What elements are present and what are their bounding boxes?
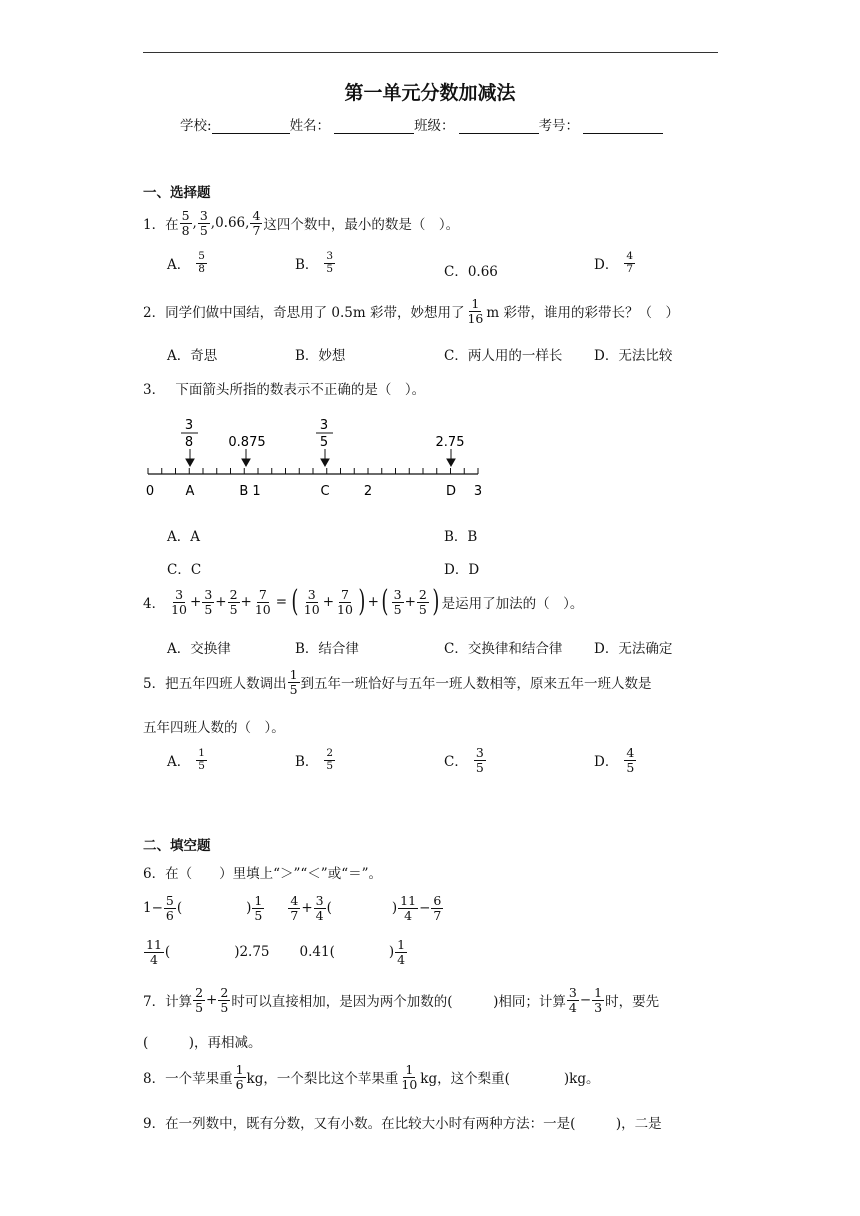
q1-sep: , [192,215,197,232]
tick-label-c: C [320,484,330,499]
page-title: 第一单元分数加减法 [344,82,516,104]
q2-fraction: $\frac{1}{16}$ [467,296,484,326]
q1-number: 1． [143,217,166,234]
q7-line-2: ( )，再相减。 [143,1035,262,1051]
question-9 [143,1112,662,1132]
arrow-c [321,459,329,466]
q2-option-b[interactable]: B．妙想 [295,348,346,364]
name-label: 姓名： [289,118,331,134]
question-5 [143,668,652,697]
q9-text: 在一列数中，既有分数，又有小数。在比较大小时有两种方法：一是( )，二是 [165,1116,662,1132]
q1-text-post: 这四个数中，最小的数是（ ）。 [263,217,460,234]
q4-option-b[interactable]: B．结合律 [295,641,359,657]
tick-label-b1: B 1 [239,484,261,499]
q7-number: 7． [143,994,166,1011]
label-a-numerator: 3 [184,418,194,433]
q1-option-b[interactable]: B． $\frac{3}{5}$ [295,250,334,275]
tick-label-a: A [185,484,195,499]
school-field[interactable] [212,119,290,134]
q3-text: 下面箭头所指的数表示不正确的是（ ）。 [175,382,426,398]
question-2 [143,297,679,326]
question-3 [143,378,425,398]
q3-option-b[interactable]: B．B [444,529,478,545]
q4-option-d[interactable]: D．无法确定 [594,641,673,657]
q3-option-c[interactable]: C．C [167,562,202,578]
q9-number: 9． [143,1116,166,1132]
label-a-denominator: 8 [184,435,194,450]
label-c-denominator: 5 [319,435,329,450]
section-fill-heading: 二、填空题 [143,838,211,854]
q2-text-pre: 同学们做中国结，奇思用了 0.5m 彩带，妙想用了 [165,305,465,322]
q1-option-d[interactable]: D． $\frac{4}{7}$ [594,250,634,275]
arrow-markers [186,449,455,466]
axis-ticks [148,468,478,474]
q4-text-post: 是运用了加法的（ ）。 [441,596,584,612]
q6-text: 在（ ）里填上“＞”“＜”或“＝”。 [165,866,383,882]
q4-option-a[interactable]: A．交换律 [167,641,231,657]
arrow-a [186,459,194,466]
class-label: 班级： [414,118,455,134]
number-line-figure [140,410,500,502]
student-info-line [180,114,663,134]
q5-option-a[interactable]: A． $\frac{1}{5}$ [167,747,205,772]
class-field[interactable] [459,119,539,134]
q1-fraction-3: $\frac{4}{7}$ [252,208,261,238]
q2-option-d[interactable]: D．无法比较 [594,348,673,364]
q2-number: 2． [143,305,166,322]
tick-label-d: D [445,484,457,499]
q5-option-c[interactable]: C． $\frac{3}{5}$ [444,745,484,775]
label-d-value: 2.75 [435,435,465,450]
q1-option-a[interactable]: A． $\frac{5}{8}$ [167,250,205,275]
question-7: 7． 计算 $\frac{2}{5}$ + $\frac{2}{5}$ 时可以直接相加，是因为两个加数的( )相同；计算 $\frac{3}{4}$ − $\frac{1}{3}$ 时，要先 [143,985,660,1015]
tick-label-0: 0 [145,484,155,499]
q2-option-a[interactable]: A．奇思 [167,348,218,364]
tick-label-2: 2 [363,484,373,499]
arrow-b [242,459,250,466]
q5-fraction: $\frac{1}{5}$ [289,667,298,697]
question-8: 8． 一个苹果重 $\frac{1}{6}$ kg，一个梨比这个苹果重 $\frac{1}{10}$ kg，这个梨重( )kg。 [143,1062,600,1092]
q6-number: 6． [143,866,166,882]
question-6 [143,862,382,882]
arrow-d [447,459,455,466]
q1-fraction-1: $\frac{5}{8}$ [181,208,190,238]
name-field[interactable] [334,119,414,134]
q5-text-post: 到五年一班恰好与五年一班人数相等，原来五年一班人数是 [300,676,652,693]
q4-option-c[interactable]: C．交换律和结合律 [444,641,563,657]
q2-text-post: m 彩带，谁用的彩带长？（ ） [486,305,679,322]
q1-text-mid: ,0.66, [210,215,250,232]
q5-number: 5． [143,676,166,693]
q1-text-pre: 在 [165,217,179,234]
q5-line-2: 五年四班人数的（ ）。 [143,720,285,736]
exam-no-label: 考号： [538,118,580,134]
exam-no-field[interactable] [583,119,663,134]
q6-row-2: $\frac{11}{4}$ ( )2.75 0.41( ) $\frac{1}{4}$ [146,937,406,967]
q1-fraction-2: $\frac{3}{5}$ [199,208,208,238]
q3-number: 3． [143,382,166,398]
q2-option-c[interactable]: C．两人用的一样长 [444,348,563,364]
q6-row-1: 1− $\frac{5}{6}$ ( ) $\frac{1}{5}$ $\frac{4}{7}$ + $\frac{3}{4}$ ( ) $\frac{11}{4}$ − $\frac{6}{7}$ [143,893,442,923]
q4-number: 4． [143,596,166,612]
label-c-numerator: 3 [319,418,329,433]
header-rule [143,52,718,53]
q1-option-c[interactable]: C．0.66 [444,264,498,280]
q3-option-d[interactable]: D．D [444,562,480,578]
q5-option-d[interactable]: D． $\frac{4}{5}$ [594,745,635,775]
question-1 [143,209,459,238]
question-4: 4． $\frac{3}{10}$ + $\frac{3}{5}$ + $\frac{2}{5}$ + $\frac{7}{10}$ = ( $\frac{3}{10}$ + $\frac{7}{10}$ ) + ( $\frac{3}{5}$ + $\frac{2}{5}$ ) 是运用了加法的（ ）。 [143,584,584,619]
q3-option-a[interactable]: A．A [167,529,200,545]
section-choice-heading: 一、选择题 [143,185,211,201]
tick-label-3: 3 [473,484,483,499]
school-label: 学校: [180,118,212,134]
q8-number: 8． [143,1071,166,1088]
q5-text-pre: 把五年四班人数调出 [165,676,287,693]
q5-option-b[interactable]: B． $\frac{2}{5}$ [295,747,334,772]
label-b-value: 0.875 [228,435,266,450]
